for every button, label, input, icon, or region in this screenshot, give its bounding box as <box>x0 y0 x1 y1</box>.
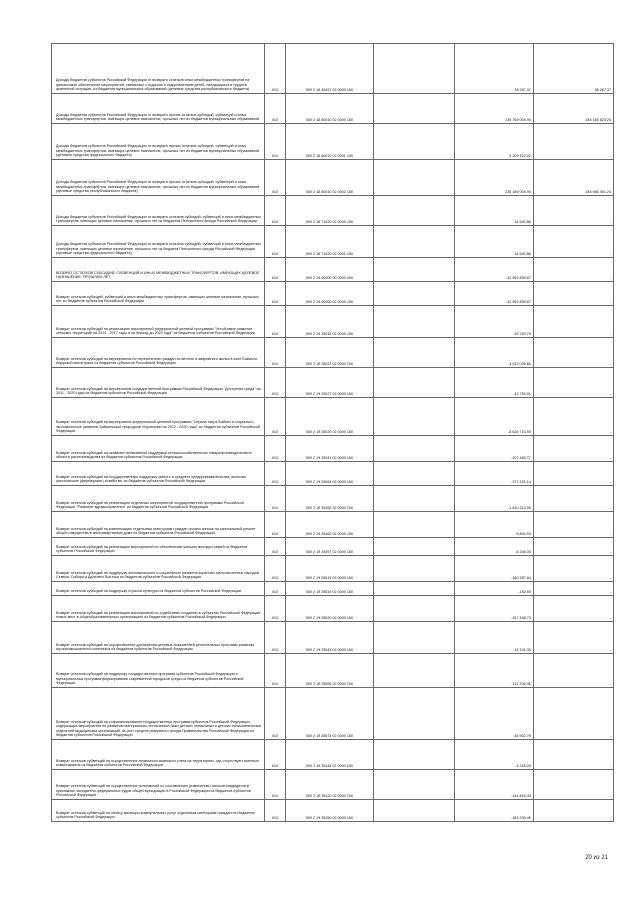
row-name: Доходы бюджетов субъектов Российской Федерации от возврата остатков субсидий, субвенций и иных межбюджетных трансфертов, имеющих целевое назначение, прошлых лет из бюджетов Пенсионного фонда Российской Федерации <box>52 196 265 226</box>
row-executed: -4 216,33 <box>454 740 533 770</box>
row-line-code: 010 <box>264 538 286 556</box>
row-name: Возврат остатков субсидий на государственную поддержку малого и среднего предпринимательства, включая крестьянские (фермерские) хозяйства, из бюджетов субъектов Российской Федерации <box>52 462 265 486</box>
row-name: ВОЗВРАТ ОСТАТКОВ СУБСИДИЙ, СУБВЕНЦИЙ И ИНЫХ МЕЖБЮДЖЕТНЫХ ТРАНСФЕРТОВ, ИМЕЮЩИХ ЦЕЛЕВОЕ НАЗНАЧЕНИЕ, ПРОШЛЫХ ЛЕТ <box>52 258 265 282</box>
row-approved <box>373 436 454 462</box>
row-executed: 38 267,37 <box>454 44 533 94</box>
table-row <box>52 226 614 258</box>
row-budget-code: 000 2 19 25023 02 0000 150 <box>286 338 373 368</box>
row-budget-code: 000 2 19 25543 02 0000 150 <box>286 622 373 654</box>
row-line-code: 010 <box>264 462 286 486</box>
row-budget-code: 000 2 19 25382 02 0000 150 <box>286 486 373 512</box>
row-approved <box>373 462 454 486</box>
row-approved <box>373 124 454 160</box>
row-approved <box>373 338 454 368</box>
row-name: Возврат остатков субсидий на поддержку отрасли культуры из бюджетов субъектов Российской Федерации <box>52 582 265 596</box>
row-unexecuted: - <box>533 226 613 258</box>
row-unexecuted: - <box>533 258 613 282</box>
row-unexecuted: - <box>533 740 613 770</box>
row-name: Возврат остатков субсидий на мероприятия федеральной целевой программы "Охрана озера Байкал и социально-экономическое развитие Байкальской природной территории на 2012 - 2020 годы" из бюджетов субъектов Российской Федерации <box>52 398 265 436</box>
row-budget-code: 000 2 19 00000 02 0000 150 <box>286 282 373 306</box>
row-line-code: 010 <box>264 94 286 124</box>
row-line-code: 010 <box>264 582 286 596</box>
table-row <box>52 398 614 436</box>
row-approved <box>373 800 454 822</box>
row-approved <box>373 44 454 94</box>
table-row <box>52 436 614 462</box>
row-unexecuted: - <box>533 654 613 688</box>
row-line-code: 010 <box>264 44 286 94</box>
row-approved <box>373 196 454 226</box>
row-name: Возврат остатков субсидий на осуществление достижения целевых показателей региональных программ развития агропромышленного комплекса из бюджетов субъектов Российской Федерации <box>52 622 265 654</box>
row-name: Возврат остатков субвенций на осуществление полномочий по составлению (изменению) списков кандидатов в присяжные заседатели федеральных судов общей юрисдикции в Российской Федерации из бюджетов субъектов Российской Федерации <box>52 770 265 800</box>
row-unexecuted: - <box>533 462 613 486</box>
row-line-code: 010 <box>264 800 286 822</box>
row-executed: -32 952 859,67 <box>454 258 533 282</box>
row-executed: -5 854,93 <box>454 512 533 538</box>
table-row <box>52 740 614 770</box>
table-row <box>52 688 614 740</box>
row-line-code: 010 <box>264 282 286 306</box>
row-name: Возврат остатков субсидий на мероприятия государственной программы Российской Федерации "Доступная среда" на 2011 - 2020 годы из бюджетов субъектов Российской Федерации <box>52 368 265 398</box>
table-row <box>52 622 614 654</box>
row-executed: -1 810 314,99 <box>454 486 533 512</box>
row-line-code: 010 <box>264 124 286 160</box>
row-unexecuted: - <box>533 582 613 596</box>
row-name: Возврат остатков субсидий на компенсацию отдельным категориям граждан оплаты взноса на капитальный ремонт общего имущества в многоквартирном доме из бюджетов субъектов Российской Федерации <box>52 512 265 538</box>
table-row <box>52 582 614 596</box>
table-row <box>52 800 614 822</box>
row-executed: -112 205,46 <box>454 654 533 688</box>
row-executed: -6 348,05 <box>454 538 533 556</box>
table-row <box>52 770 614 800</box>
row-approved <box>373 654 454 688</box>
row-line-code: 010 <box>264 770 286 800</box>
row-approved <box>373 282 454 306</box>
row-executed: -207 465,77 <box>454 436 533 462</box>
row-executed: 5 209 422,02 <box>454 124 533 160</box>
row-name: Возврат остатков субвенций на оплату жилищно-коммунальных услуг отдельным категориям граждан из бюджетов субъектов Российской Федерации <box>52 800 265 822</box>
row-name: Доходы бюджетов субъектов Российской Федерации от возврата прочих остатков субсидий, субвенций и иных межбюджетных трансфертов, имеющих целевое назначение, прошлых лет из бюджетов муниципальных образований <box>52 94 265 124</box>
row-unexecuted: - <box>533 800 613 822</box>
table-row <box>52 306 614 338</box>
row-unexecuted: - <box>533 688 613 740</box>
row-approved <box>373 486 454 512</box>
report-sheet <box>51 43 614 822</box>
table-row <box>52 196 614 226</box>
row-line-code: 010 <box>264 258 286 282</box>
row-approved <box>373 398 454 436</box>
row-unexecuted: - <box>533 436 613 462</box>
row-line-code: 010 <box>264 596 286 622</box>
row-name: Возврат остатков субсидий на оказание несвязанной поддержки сельскохозяйственным товаропроизводителям в области растениеводства из бюджетов субъектов Российской Федерации <box>52 436 265 462</box>
row-name: Возврат остатков субсидий, субвенций и иных межбюджетных трансфертов, имеющих целевое назначение, прошлых лет из бюджетов субъектов Российской Федерации <box>52 282 265 306</box>
row-line-code: 010 <box>264 622 286 654</box>
table-row <box>52 94 614 124</box>
row-unexecuted: - <box>533 282 613 306</box>
row-line-code: 010 <box>264 226 286 258</box>
row-name: Доходы бюджетов субъектов Российской Федерации от возврата остатков субсидий, субвенций и иных межбюджетных трансфертов, имеющих целевое назначение, прошлых лет из бюджета Пенсионного фонда Российской Федерации (целевые средства федерального бюджета) <box>52 226 265 258</box>
row-budget-code: 000 2 19 35118 02 0000 150 <box>286 740 373 770</box>
row-name: Возврат остатков субсидий на реализацию мероприятий по содействию созданию в субъектах Российской Федерации новых мест в общеобразовательных организациях из бюджетов субъектов Российской Федерации <box>52 596 265 622</box>
row-line-code: 010 <box>264 688 286 740</box>
row-executed: 235 189 004,90 <box>454 160 533 196</box>
row-executed: -144 816,40 <box>454 770 533 800</box>
row-executed: -42 759,01 <box>454 368 533 398</box>
row-approved <box>373 160 454 196</box>
row-approved <box>373 258 454 282</box>
row-executed: 34 593,86 <box>454 226 533 258</box>
income-table-body <box>52 44 614 822</box>
row-budget-code: 000 2 19 25519 02 0000 150 <box>286 582 373 596</box>
row-budget-code: 000 2 18 71020 02 0001 150 <box>286 226 373 258</box>
table-row <box>52 338 614 368</box>
row-executed: -4 023 036,66 <box>454 338 533 368</box>
row-executed: -46 902,79 <box>454 688 533 740</box>
table-row <box>52 282 614 306</box>
row-budget-code: 000 2 19 25515 02 0000 150 <box>286 556 373 582</box>
row-name: Возврат остатков субсидий на поддержку экономического и социального развития коренных малочисленных народов Севера, Сибири и Дальнего Востока из бюджетов субъектов Российской Федерации <box>52 556 265 582</box>
row-unexecuted: - <box>533 596 613 622</box>
row-name: Возврат остатков субсидий на реализацию отдельных мероприятий государственной программы Российской Федерации "Развитие здравоохранения" из бюджетов субъектов Российской Федерации <box>52 486 265 512</box>
row-line-code: 010 <box>264 398 286 436</box>
row-unexecuted: - <box>533 512 613 538</box>
row-budget-code: 000 2 19 25555 02 0000 150 <box>286 654 373 688</box>
row-unexecuted: - <box>533 368 613 398</box>
row-name: Возврат остатков субсидий на софинансирование государственных программ субъектов Российской Федерации, содержащих мероприятия по развитию материально-технической базы детских поликлиник и детских поликлинических отделений медицинских организаций, за счет средств резервного фонда Правительства Российской Федерации из бюджетов субъектов Российской Федерации <box>52 688 265 740</box>
row-unexecuted: - <box>533 124 613 160</box>
table-row <box>52 486 614 512</box>
row-unexecuted: - <box>533 556 613 582</box>
table-row <box>52 258 614 282</box>
row-line-code: 010 <box>264 306 286 338</box>
row-unexecuted: - <box>533 486 613 512</box>
row-executed: -8 626 715,59 <box>454 398 533 436</box>
table-row <box>52 512 614 538</box>
table-row <box>52 368 614 398</box>
row-budget-code: 000 2 19 25018 02 0000 150 <box>286 306 373 338</box>
row-budget-code: 000 2 18 71020 02 0000 150 <box>286 196 373 226</box>
row-line-code: 010 <box>264 740 286 770</box>
row-executed: -32 952 859,67 <box>454 282 533 306</box>
table-row <box>52 654 614 688</box>
row-budget-code: 000 2 19 00000 00 0000 000 <box>286 258 373 282</box>
row-unexecuted: - <box>533 306 613 338</box>
row-approved <box>373 622 454 654</box>
row-line-code: 010 <box>264 512 286 538</box>
row-approved <box>373 306 454 338</box>
row-budget-code: 000 2 18 60010 02 0000 150 <box>286 94 373 124</box>
row-executed: -15 141,30 <box>454 622 533 654</box>
row-line-code: 010 <box>264 160 286 196</box>
row-budget-code: 000 2 18 60010 02 0001 150 <box>286 124 373 160</box>
row-executed: -183 339,45 <box>454 800 533 822</box>
row-unexecuted: 248 165 823,26 <box>533 94 613 124</box>
row-unexecuted: - <box>533 770 613 800</box>
row-line-code: 010 <box>264 654 286 688</box>
row-unexecuted: - <box>533 196 613 226</box>
row-budget-code: 000 2 19 25462 02 0000 150 <box>286 512 373 538</box>
table-row <box>52 556 614 582</box>
row-approved <box>373 596 454 622</box>
table-row <box>52 160 614 196</box>
row-approved <box>373 740 454 770</box>
row-executed: -267 448,73 <box>454 596 533 622</box>
row-line-code: 010 <box>264 368 286 398</box>
row-budget-code: 000 2 19 25674 02 0000 150 <box>286 688 373 740</box>
row-unexecuted: - <box>533 398 613 436</box>
row-line-code: 010 <box>264 556 286 582</box>
row-budget-code: 000 2 19 35250 02 0000 150 <box>286 800 373 822</box>
row-budget-code: 000 2 18 60010 02 0002 150 <box>286 160 373 196</box>
row-executed: -39 783,75 <box>454 306 533 338</box>
page-number: 20 из 21 <box>585 855 608 861</box>
row-name: Доходы бюджетов субъектов Российской Федерации от возврата прочих остатков субсидий, субвенций и иных межбюджетных трансфертов, имеющих целевое назначение, прошлых лет из бюджетов муниципальных образований (целевые средства республиканского бюджета) <box>52 160 265 196</box>
row-budget-code: 000 2 19 25064 02 0000 150 <box>286 462 373 486</box>
row-unexecuted: 38 267,37 <box>533 44 613 94</box>
row-executed: 239 769 004,90 <box>454 94 533 124</box>
row-budget-code: 000 2 19 25041 02 0000 150 <box>286 436 373 462</box>
row-name: Доходы бюджетов субъектов Российской Федерации от возврата прочих остатков субсидий, субвенций и иных межбюджетных трансфертов, имеющих целевое назначение, прошлых лет из бюджетов муниципальных образований (целевые средства федерального бюджета) <box>52 124 265 160</box>
row-budget-code: 000 2 19 35120 02 0000 150 <box>286 770 373 800</box>
row-approved <box>373 688 454 740</box>
row-budget-code: 000 2 19 25029 02 0000 150 <box>286 398 373 436</box>
row-executed: -372 331,14 <box>454 462 533 486</box>
row-name: Возврат остатков субсидий на мероприятия по переселению граждан из ветхого и аварийного жилья в зоне Байкало-Амурской магистрали из бюджетов субъектов Российской Федерации <box>52 338 265 368</box>
row-name: Возврат остатков субсидий на поддержку государственных программ субъектов Российской Федерации и муниципальных программ формирования современной городской среды из бюджетов субъектов Российской Федерации <box>52 654 265 688</box>
table-row <box>52 462 614 486</box>
row-unexecuted: - <box>533 338 613 368</box>
row-line-code: 010 <box>264 486 286 512</box>
row-approved <box>373 538 454 556</box>
table-row <box>52 538 614 556</box>
row-approved <box>373 770 454 800</box>
row-name: Возврат остатков субвенций на осуществление первичного воинского учета на территориях, где отсутствуют военные комиссариаты из бюджетов субъектов Российской Федерации <box>52 740 265 770</box>
row-unexecuted: - <box>533 622 613 654</box>
table-row <box>52 44 614 94</box>
row-unexecuted: 248 986 401,24 <box>533 160 613 196</box>
row-approved <box>373 556 454 582</box>
row-executed: 34 593,86 <box>454 196 533 226</box>
row-line-code: 010 <box>264 196 286 226</box>
row-line-code: 010 <box>264 436 286 462</box>
row-executed: -182,59 <box>454 582 533 596</box>
row-approved <box>373 582 454 596</box>
row-approved <box>373 226 454 258</box>
row-unexecuted: - <box>533 538 613 556</box>
row-budget-code: 000 2 19 25027 02 0000 150 <box>286 368 373 398</box>
table-row <box>52 124 614 160</box>
row-executed: -160 387,84 <box>454 556 533 582</box>
row-name: Возврат остатков субсидий на реализацию мероприятий по обеспечению жильем молодых семей из бюджетов субъектов Российской Федерации <box>52 538 265 556</box>
row-approved <box>373 512 454 538</box>
row-name: Возврат остатков субсидий на реализацию мероприятий федеральной целевой программы "Устойчивое развитие сельских территорий на 2014 - 2017 годы и на период до 2020 года" из бюджетов субъектов Российской Федерации <box>52 306 265 338</box>
row-approved <box>373 94 454 124</box>
income-table <box>51 43 614 822</box>
table-row <box>52 596 614 622</box>
row-budget-code: 000 2 18 45457 02 0000 150 <box>286 44 373 94</box>
row-budget-code: 000 2 19 25520 02 0000 150 <box>286 596 373 622</box>
row-line-code: 010 <box>264 338 286 368</box>
row-approved <box>373 368 454 398</box>
row-name: Доходы бюджетов субъектов Российской Федерации от возврата остатков иных межбюджетных трансфертов на финансовое обеспечение мероприятий, связанных с отдыхом и оздоровлением детей, находящихся в трудной жизненной ситуации, из бюджетов муниципальных образований (целевые средства республиканского бюджета) <box>52 44 265 94</box>
row-budget-code: 000 2 19 25497 02 0000 150 <box>286 538 373 556</box>
